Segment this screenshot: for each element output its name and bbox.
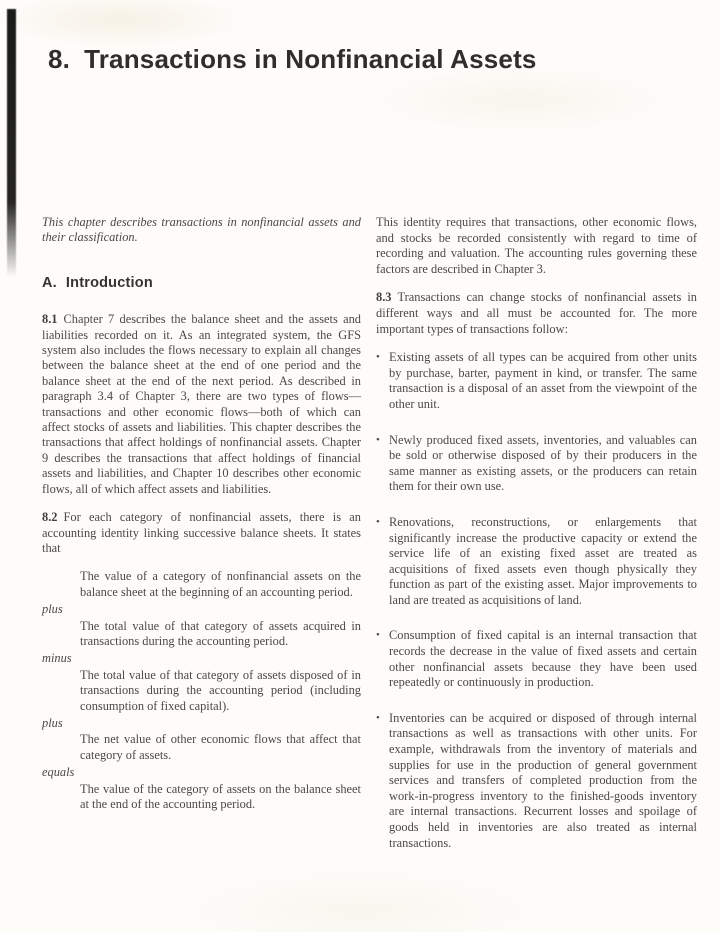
bullet-text: Renovations, reconstructions, or enlargements that significantly increase the productive capacity or extend the service life of an existing fixed asset are treated as acquisitions of fixed assets even though physically they function as part of the existing asset. Major improvements to land are treated as acquisitions of land. xyxy=(389,514,697,607)
paragraph-8-1 xyxy=(42,312,361,497)
identity-term: equals xyxy=(42,765,75,780)
section-heading-text: Introduction xyxy=(65,274,153,291)
identity-item-text: The value of the category of assets on the balance sheet at the end of the accounting period. xyxy=(80,781,361,811)
bullet-icon: • xyxy=(376,629,380,642)
paragraph-8-1-text: Chapter 7 describes the balance sheet and the assets and liabilities recorded on it. As an integrated system, the GFS system also includes the flows necessary to explain all changes between the balance sheet at the end of one period and the balance sheet at the end of the next period. As described in paragraph 3.4 of Chapter 3, there are two types of flows—transactions and other economic flows—both of which can affect stocks of assets and liabilities. This chapter describes the transactions that affect holdings of nonfinancial assets. Chapter 9 describes the transactions that affect holdings of financial assets and liabilities, and Chapter 10 describes other economic flows, all of which affect assets and liabilities. xyxy=(42,312,361,496)
chapter-title xyxy=(48,44,537,75)
bullet-text: Inventories can be acquired or disposed of through internal transactions as well as transactions with other units. For example, withdrawals from the inventory of materials and supplies for use in the production of general government services and transfers of completed production from the work-in-progress inventory to the finished-goods inventory are internal transactions. Recurrent losses and spoilage of goods held in inventories are also treated as internal transactions. xyxy=(389,710,697,850)
bullet-icon: • xyxy=(376,711,380,724)
list-item xyxy=(376,515,697,609)
paragraph-8-3-number: 8.3 xyxy=(376,290,392,305)
list-item xyxy=(376,628,697,690)
bullet-icon: • xyxy=(376,433,380,446)
bullet-icon: • xyxy=(376,351,380,364)
list-item xyxy=(376,433,697,495)
paragraph-8-2 xyxy=(42,510,361,556)
section-heading-introduction xyxy=(42,276,361,291)
chapter-number: 8. xyxy=(48,44,71,74)
accounting-identity-block xyxy=(42,569,361,812)
paragraph-8-2-text: For each category of nonfinancial assets, there is an accounting identity linking successive balance sheets. It states that xyxy=(42,510,361,555)
identity-item-text: The total value of that category of assets disposed of in transactions during the accounting period (including consumption of fixed capital). xyxy=(80,667,361,713)
identity-term: minus xyxy=(42,651,72,666)
paragraph-8-1-number: 8.1 xyxy=(42,312,58,327)
paragraph-8-2-number: 8.2 xyxy=(42,510,58,525)
right-column xyxy=(376,215,697,871)
scan-artifact-left-edge xyxy=(7,9,16,277)
chapter-abstract: This chapter describes transactions in nonfinancial assets and their classification. xyxy=(42,215,361,245)
bullet-text: Consumption of fixed capital is an internal transaction that records the decrease in the value of fixed assets and certain other nonfinancial assets because they have been used repeatedly or continuously in production. xyxy=(389,628,697,690)
transaction-types-list xyxy=(376,350,697,851)
identity-item-text: The value of a category of nonfinancial assets on the balance sheet at the beginning of an accounting period. xyxy=(80,569,361,599)
section-letter: A. xyxy=(42,274,57,291)
identity-term: plus xyxy=(42,715,63,730)
list-item xyxy=(376,711,697,851)
identity-item-text: The total value of that category of assets acquired in transactions during the accounting period. xyxy=(80,618,361,648)
paragraph-8-3 xyxy=(376,290,697,337)
list-item xyxy=(376,350,697,412)
bullet-text: Existing assets of all types can be acquired from other units by purchase, barter, payment in kind, or transfer. The same transaction is a disposal of an asset from the viewpoint of the other unit. xyxy=(389,350,697,411)
paragraph-8-3-text: Transactions can change stocks of nonfinancial assets in different ways and all must be accounted for. The more important types of transactions follow: xyxy=(376,290,697,336)
identity-item-text: The net value of other economic flows that affect that category of assets. xyxy=(80,732,361,762)
bullet-text: Newly produced fixed assets, inventories, and valuables can be sold or otherwise disposed of by their producers in the same manner as existing assets, or the producers can retain them for their own use. xyxy=(389,432,697,494)
identity-term: plus xyxy=(42,602,63,617)
left-column xyxy=(42,215,361,814)
chapter-title-text: Transactions in Nonfinancial Assets xyxy=(84,44,537,74)
paragraph-8-2-continuation: This identity requires that transactions, other economic flows, and stocks be recorded consistently with regard to time of recording and valuation. The accounting rules governing these factors are described in Chapter 3. xyxy=(376,215,697,276)
bullet-icon: • xyxy=(376,515,380,528)
